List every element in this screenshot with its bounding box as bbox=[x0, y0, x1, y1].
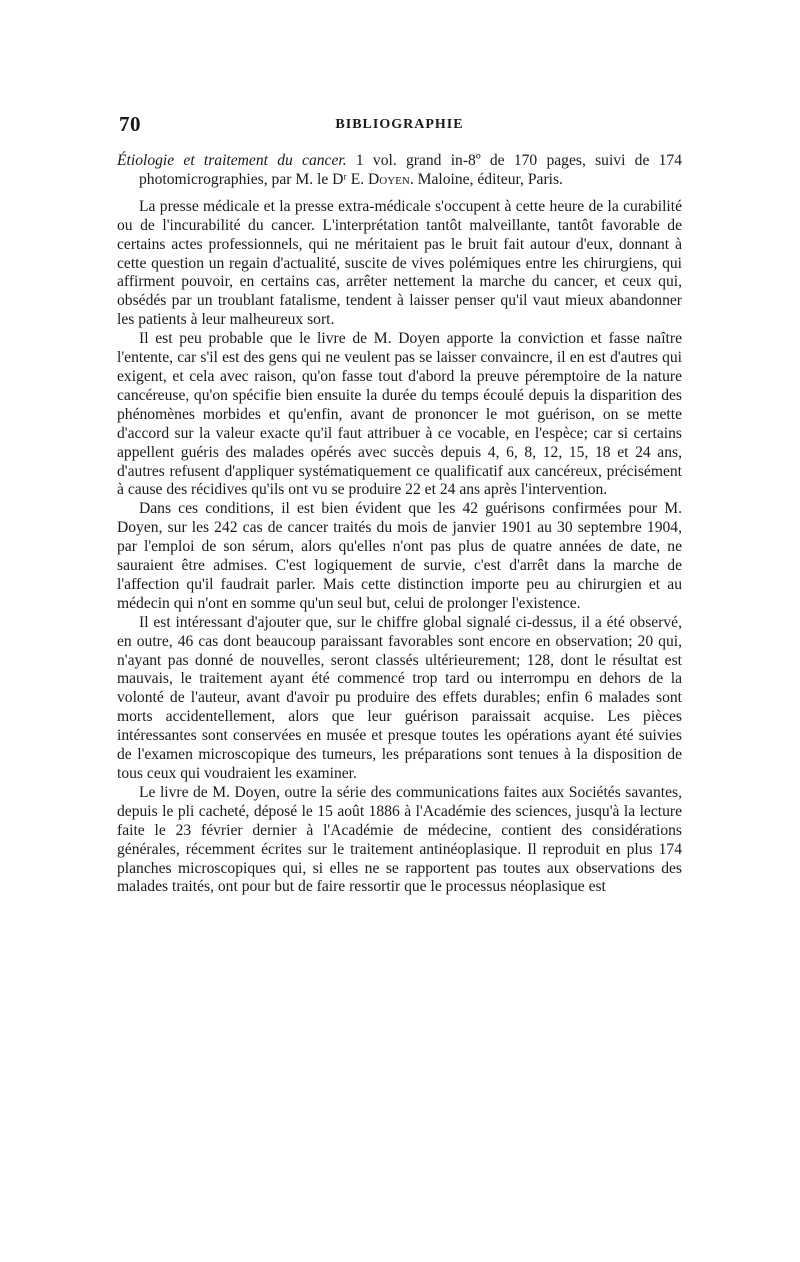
running-head: BIBLIOGRAPHIE bbox=[335, 117, 464, 132]
paragraph-2: Il est peu probable que le livre de M. Doyen apporte la conviction et fasse naître l'entente, car s'il est des gens qui ne veulent pas se laisser convaincre, il en est d'autres qui exigent, et cela avec raison, qu'on fasse tout d'abord la preuve péremptoire de la nature cancéreuse, qu'on spécifie bien ensuite la durée du temps écoulé depuis la disparition des phénomènes morbides et qu'enfin, avant de prononcer le mot guérison, on se mette d'accord sur la valeur exacte qu'il faut attribuer à ce vocable, en l'espèce; car si certains appellent guéris des malades opérés avec succès depuis 4, 6, 8, 12, 15, 18 et 24 ans, d'autres refusent d'appliquer systématiquement ce qualificatif aux cancéreux, précisément à cause des récidives qu'ils ont vu se produire 22 et 24 ans après l'intervention. bbox=[117, 330, 682, 499]
citation bbox=[117, 152, 682, 190]
page-number: 70 bbox=[119, 112, 141, 136]
citation-author: Doyen bbox=[368, 170, 410, 188]
paragraph-4: Il est intéressant d'ajouter que, sur le chiffre global signalé ci-dessus, il a été observé, en outre, 46 cas dont beaucoup paraissant favorables sont encore en observation; 20 qui, n'ayant pas donné de nouvelles, seront classés ultérieurement; 128, dont le résultat est mauvais, le traitement ayant été commencé trop tard ou interrompu en dehors de la volonté de l'auteur, avant d'avoir pu produire des effets durables; enfin 6 malades sont morts accidentellement, alors que leur guérison paraissait acquise. Les pièces intéressantes sont conservées en musée et presque toutes les opérations ayant été suivies de l'examen microscopique des tumeurs, les préparations sont tenues à la disposition de tous ceux qui voudraient les examiner. bbox=[117, 613, 682, 782]
paragraph-5: Le livre de M. Doyen, outre la série des communications faites aux Sociétés savantes, depuis le pli cacheté, déposé le 15 août 1886 à l'Académie des sciences, jusqu'à la lecture faite le 23 février dernier à l'Académie de médecine, contient des considérations générales, récemment écrites sur le traitement antinéoplasique. Il reproduit en plus 174 planches microscopiques qui, si elles ne se rapportent pas toutes aux observations des malades traités, ont pour but de faire ressortir que le processus néoplasique est bbox=[117, 783, 682, 896]
citation-details-2: . Maloine, éditeur, Paris. bbox=[409, 170, 563, 188]
page-header bbox=[117, 112, 682, 142]
paragraph-3: Dans ces conditions, il est bien évident que les 42 guérisons confirmées pour M. Doyen, sur les 242 cas de cancer traités du mois de janvier 1901 au 30 septembre 1904, par l'emploi de son sérum, alors qu'elles n'ont pas plus de quatre années de date, ne sauraient être admises. C'est logiquement de survie, c'est d'arrêt dans la marche de l'affection qu'il faudrait parler. Mais cette distinction importe peu au chirurgien et au médecin qui n'ont en somme qu'un seul but, celui de prolonger l'existence. bbox=[117, 500, 682, 612]
book-page bbox=[117, 112, 682, 897]
citation-details-1: 1 vol. grand in-8º de 170 pages, suivi de 174 photomicrographies, par M. le Dʳ E. bbox=[139, 152, 682, 188]
bibliography-entry bbox=[117, 152, 682, 897]
book-title: Étiologie et traitement du cancer. bbox=[117, 152, 347, 169]
paragraph-1: La presse médicale et la presse extra-médicale s'occupent à cette heure de la curabilité ou de l'incurabilité du cancer. L'interprétation tantôt malveillante, tantôt favorable de certains actes professionnels, qui ne méritaient pas le bruit fait autour d'eux, donnant à cette question un regain d'actualité, suscite de vives polémiques entre les chirurgiens, qui affirment pouvoir, en certains cas, arrêter nettement la marche du cancer, et ceux qui, obsédés par un troublant fatalisme, tendent à laisser penser qu'il vaut mieux abandonner les patients à leur malheureux sort. bbox=[117, 197, 682, 329]
